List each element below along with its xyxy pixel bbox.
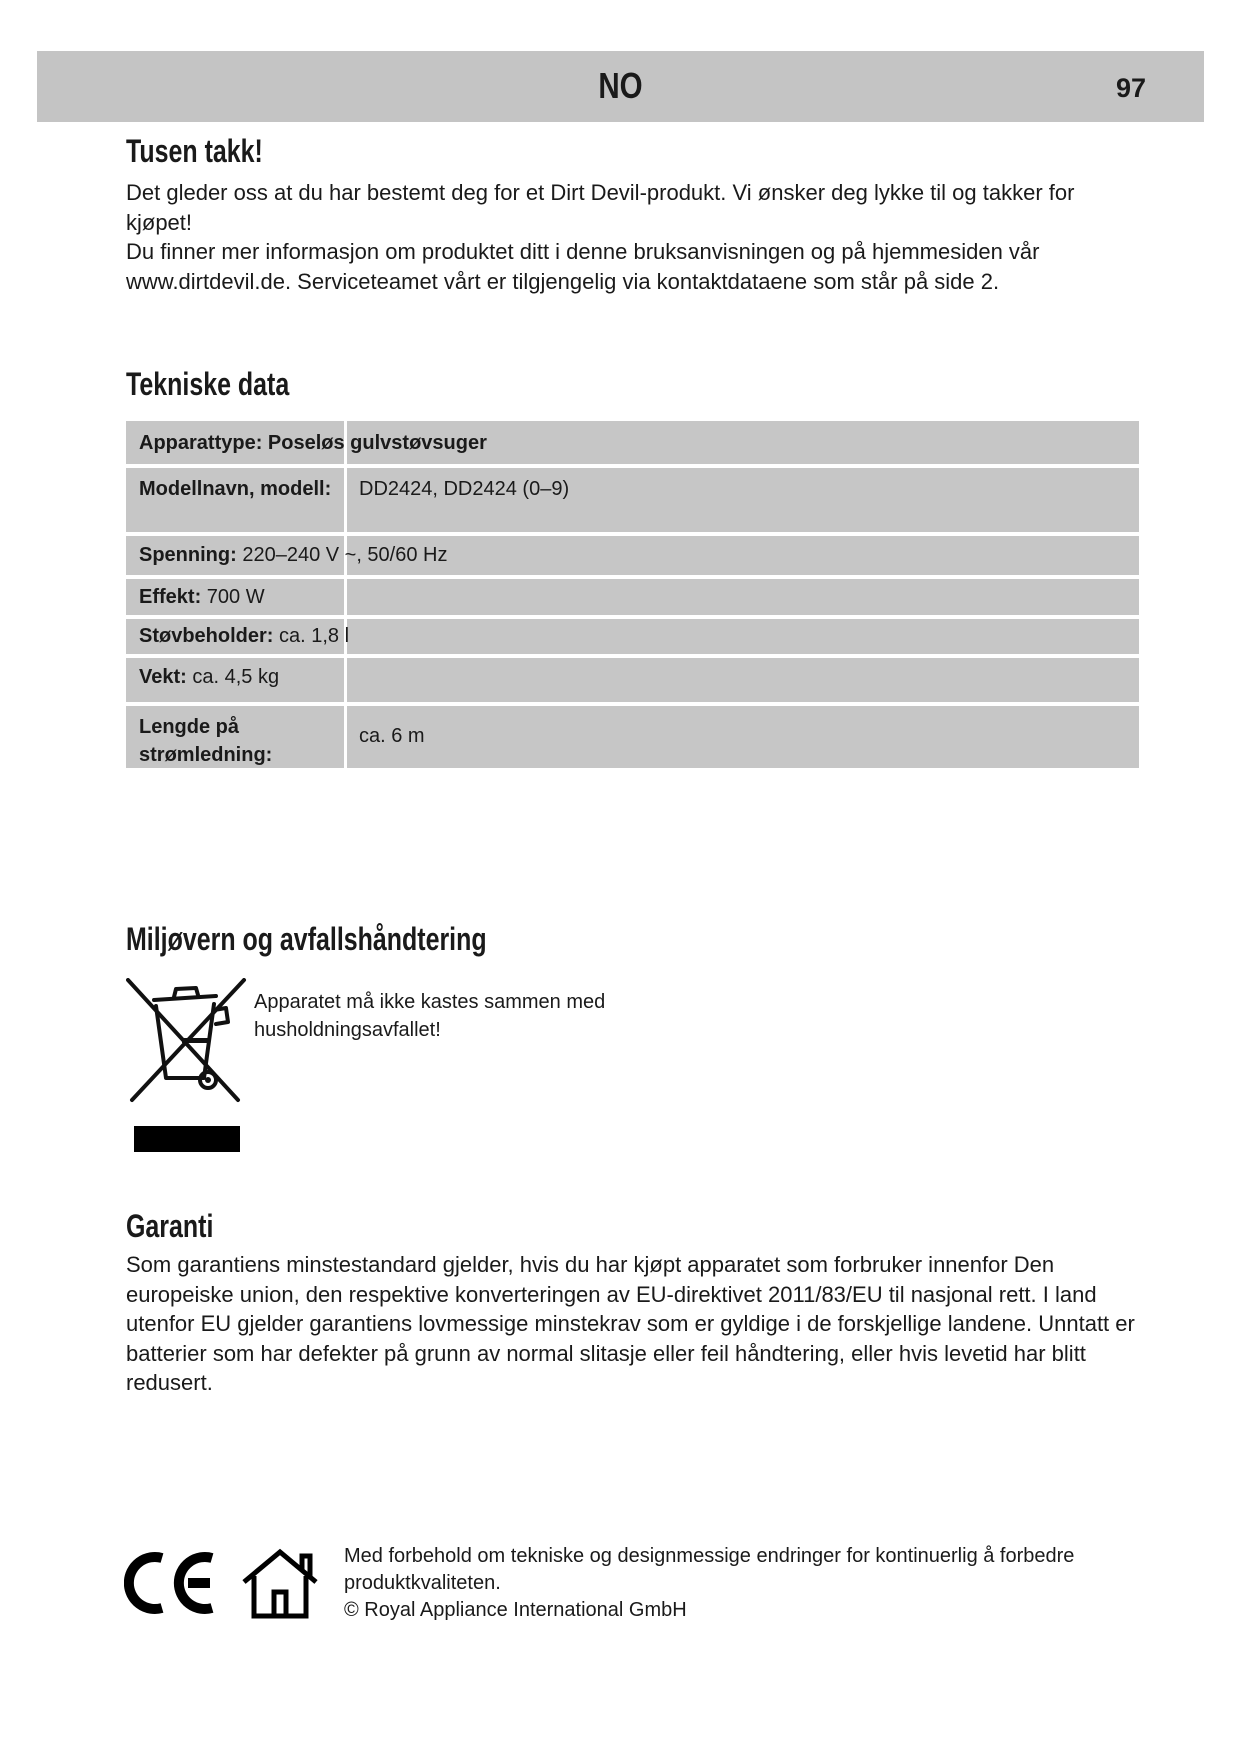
thanks-paragraph-2: Du finner mer informasjon om produktet ditt i denne bruksanvisningen og på hjemmesiden vår www.dirtdevil.de. Serviceteamet vårt er tilgjengelig via kontaktdataene som står på side 2. (126, 239, 1040, 294)
thanks-heading: Tusen takk! (126, 133, 263, 169)
table-row (126, 579, 1139, 615)
device-type-value: Poseløs gulvstøvsuger (267, 432, 487, 454)
table-row (126, 619, 1139, 654)
page-header (37, 51, 1204, 122)
voltage-label: Spenning: (139, 544, 237, 566)
weee-bin-icon (126, 978, 250, 1153)
thanks-text (126, 178, 1146, 296)
table-row (126, 421, 1139, 464)
tech-heading: Tekniske data (126, 366, 290, 402)
footer-text (344, 1543, 1144, 1624)
container-value: ca. 1,8 l (279, 625, 350, 647)
warranty-text (126, 1250, 1146, 1398)
footer-copyright: © Royal Appliance International GmbH (344, 1599, 687, 1621)
cord-value: ca. 6 m (347, 706, 1139, 768)
footer-note: Med forbehold om tekniske og designmessige endringer for kontinuerlig å forbedre produktkvaliteten. (344, 1545, 1075, 1594)
table-row (126, 706, 1139, 768)
weight-cell (139, 663, 279, 691)
table-row (126, 658, 1139, 702)
power-label: Effekt: (139, 586, 202, 608)
thanks-paragraph-1: Det gleder oss at du har bestemt deg for et Dirt Devil-produkt. Vi ønsker deg lykke til og takker for kjøpet! (126, 180, 1075, 235)
env-heading: Miljøvern og avfallshåndtering (126, 921, 487, 957)
table-row (126, 468, 1139, 532)
model-value: DD2424, DD2424 (0–9) (347, 468, 1139, 532)
tech-data-table (126, 421, 1139, 772)
table-row (126, 536, 1139, 575)
ce-mark-icon (129, 1557, 212, 1609)
language-code: NO (598, 65, 643, 106)
power-value: 700 W (206, 586, 265, 608)
container-label: Støvbeholder: (139, 625, 274, 647)
cord-label: Lengde på strømledning: (139, 716, 273, 766)
footer-marks (124, 1548, 324, 1620)
indoor-use-house-icon (244, 1552, 316, 1616)
voltage-cell (139, 541, 447, 569)
page-number: 97 (1115, 73, 1146, 103)
weight-value: ca. 4,5 kg (192, 666, 280, 688)
weee-bar (134, 1126, 240, 1152)
device-type-label: Apparattype: (139, 432, 263, 454)
container-cell (139, 622, 349, 650)
power-cell (139, 583, 265, 611)
voltage-value: 220–240 V ~, 50/60 Hz (242, 544, 448, 566)
warranty-heading: Garanti (126, 1208, 214, 1244)
device-type-cell (139, 429, 487, 457)
model-label: Modellnavn, modell: (139, 478, 332, 500)
env-text: Apparatet må ikke kastes sammen med husholdningsavfallet! (254, 991, 606, 1041)
warranty-paragraph: Som garantiens minstestandard gjelder, hvis du har kjøpt apparatet som forbruker innenfor Den europeiske union, den respektive konverteringen av EU-direktivet 2011/83/EU til nasjonal rett. I land utenfor EU gjelder garantiens lovmessige minstekrav som er gyldige i de forskjellige landene. Unntatt er batterier som har defekter på grunn av normal slitasje eller feil håndtering, eller hvis levetid har blitt redusert. (126, 1252, 1135, 1395)
weight-label: Vekt: (139, 666, 187, 688)
